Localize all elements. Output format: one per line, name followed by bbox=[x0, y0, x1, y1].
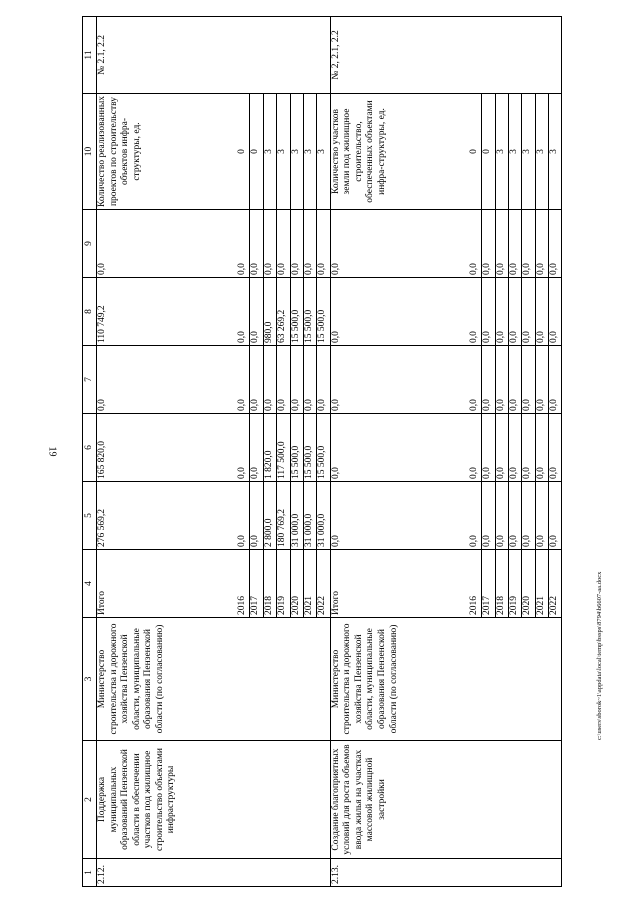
value-col-7: 0,0 bbox=[508, 346, 521, 414]
indicator-value: 0 bbox=[482, 94, 495, 210]
value-col-5: 0,0 bbox=[522, 482, 535, 550]
total-label: Итого bbox=[97, 550, 238, 618]
indicator-value: 3 bbox=[495, 94, 508, 210]
table-row bbox=[97, 17, 238, 887]
value-col-9: 0,0 bbox=[277, 210, 290, 278]
total-col-5: 0,0 bbox=[330, 482, 469, 550]
value-col-8: 15 500,0 bbox=[290, 278, 303, 346]
program-table bbox=[82, 16, 562, 887]
value-col-6: 1 820,0 bbox=[263, 414, 276, 482]
year-cell: 2017 bbox=[482, 550, 495, 618]
year-cell: 2020 bbox=[522, 550, 535, 618]
total-col-6: 0,0 bbox=[330, 414, 469, 482]
value-col-5: 0,0 bbox=[469, 482, 482, 550]
indicator-value: 3 bbox=[535, 94, 548, 210]
indicator-value: 3 bbox=[303, 94, 316, 210]
value-col-8: 0,0 bbox=[495, 278, 508, 346]
total-col-9: 0,0 bbox=[330, 210, 469, 278]
header-col-6: 6 bbox=[83, 414, 97, 482]
value-col-7: 0,0 bbox=[277, 346, 290, 414]
total-col-5: 276 569,2 bbox=[97, 482, 238, 550]
total-label: Итого bbox=[330, 550, 469, 618]
value-col-9: 0,0 bbox=[495, 210, 508, 278]
value-col-8: 0,0 bbox=[535, 278, 548, 346]
value-col-9: 0,0 bbox=[290, 210, 303, 278]
value-col-5: 0,0 bbox=[549, 482, 562, 550]
year-cell: 2017 bbox=[250, 550, 263, 618]
total-col-9: 0,0 bbox=[97, 210, 238, 278]
value-col-7: 0,0 bbox=[317, 346, 330, 414]
value-col-8: 0,0 bbox=[508, 278, 521, 346]
value-col-8: 0,0 bbox=[250, 278, 263, 346]
item-executor: Министерство строительства и дорожного хозяйства Пензенской области, муниципальные образования Пензенской области (по согласованию) bbox=[330, 618, 562, 741]
value-col-5: 2 800,0 bbox=[263, 482, 276, 550]
indicator-value: 3 bbox=[290, 94, 303, 210]
value-col-8: 63 269,2 bbox=[277, 278, 290, 346]
table-header bbox=[83, 17, 97, 887]
item-executor: Министерство строительства и дорожного хозяйства Пензенской области, муниципальные образования Пензенской области (по согласованию) bbox=[97, 618, 331, 741]
value-col-8: 0,0 bbox=[482, 278, 495, 346]
value-col-9: 0,0 bbox=[237, 210, 250, 278]
header-col-3: 3 bbox=[83, 618, 97, 741]
value-col-9: 0,0 bbox=[250, 210, 263, 278]
value-col-8: 0,0 bbox=[549, 278, 562, 346]
total-col-8: 110 749,2 bbox=[97, 278, 238, 346]
value-col-8: 980,0 bbox=[263, 278, 276, 346]
value-col-6: 15 500,0 bbox=[317, 414, 330, 482]
year-cell: 2018 bbox=[495, 550, 508, 618]
value-col-7: 0,0 bbox=[290, 346, 303, 414]
year-cell: 2022 bbox=[317, 550, 330, 618]
value-col-7: 0,0 bbox=[237, 346, 250, 414]
indicator-value: 0 bbox=[469, 94, 482, 210]
value-col-6: 0,0 bbox=[522, 414, 535, 482]
value-col-6: 0,0 bbox=[549, 414, 562, 482]
total-col-8: 0,0 bbox=[330, 278, 469, 346]
year-cell: 2021 bbox=[535, 550, 548, 618]
value-col-9: 0,0 bbox=[508, 210, 521, 278]
header-col-9: 9 bbox=[83, 210, 97, 278]
value-col-8: 15 500,0 bbox=[317, 278, 330, 346]
year-cell: 2018 bbox=[263, 550, 276, 618]
item-name: Поддержка муниципальных образований Пензенской области в обеспечении участков под жилищное строительство объектами инфраструктуры bbox=[97, 741, 331, 859]
value-col-9: 0,0 bbox=[303, 210, 316, 278]
table-body bbox=[97, 17, 562, 887]
header-col-8: 8 bbox=[83, 278, 97, 346]
indicator-value: 3 bbox=[317, 94, 330, 210]
value-col-5: 0,0 bbox=[535, 482, 548, 550]
value-col-8: 0,0 bbox=[469, 278, 482, 346]
year-cell: 2020 bbox=[290, 550, 303, 618]
indicator-value: 0 bbox=[237, 94, 250, 210]
value-col-6: 15 500,0 bbox=[290, 414, 303, 482]
year-cell: 2016 bbox=[469, 550, 482, 618]
year-cell: 2019 bbox=[508, 550, 521, 618]
value-col-9: 0,0 bbox=[263, 210, 276, 278]
header-col-5: 5 bbox=[83, 482, 97, 550]
indicator-value: 3 bbox=[263, 94, 276, 210]
item-name: Создание благоприятных условий для роста объемов ввода жилья на участках массовой жилищной застройки bbox=[330, 741, 562, 859]
value-col-9: 0,0 bbox=[482, 210, 495, 278]
value-col-6: 0,0 bbox=[250, 414, 263, 482]
value-col-8: 0,0 bbox=[237, 278, 250, 346]
total-col-7: 0,0 bbox=[97, 346, 238, 414]
value-col-7: 0,0 bbox=[495, 346, 508, 414]
value-col-7: 0,0 bbox=[535, 346, 548, 414]
value-col-8: 15 500,0 bbox=[303, 278, 316, 346]
year-cell: 2019 bbox=[277, 550, 290, 618]
page-number: 19 bbox=[46, 446, 58, 457]
total-col-7: 0,0 bbox=[330, 346, 469, 414]
value-col-6: 0,0 bbox=[469, 414, 482, 482]
header-col-4: 4 bbox=[83, 550, 97, 618]
value-col-6: 0,0 bbox=[535, 414, 548, 482]
indicator-name: Количество реализованных проектов по строительству объектов инфра-структуры, ед. bbox=[97, 94, 238, 210]
value-col-7: 0,0 bbox=[263, 346, 276, 414]
value-col-6: 0,0 bbox=[495, 414, 508, 482]
value-col-8: 0,0 bbox=[522, 278, 535, 346]
indicator-link: № 2, 2.1, 2.2 bbox=[330, 17, 562, 94]
value-col-5: 0,0 bbox=[250, 482, 263, 550]
value-col-5: 0,0 bbox=[482, 482, 495, 550]
value-col-5: 180 769,2 bbox=[277, 482, 290, 550]
value-col-7: 0,0 bbox=[469, 346, 482, 414]
header-col-1: 1 bbox=[83, 859, 97, 887]
value-col-6: 117 500,0 bbox=[277, 414, 290, 482]
header-col-10: 10 bbox=[83, 94, 97, 210]
value-col-5: 31 000,0 bbox=[317, 482, 330, 550]
year-cell: 2022 bbox=[549, 550, 562, 618]
header-col-2: 2 bbox=[83, 741, 97, 859]
indicator-name: Количество участков земли под жилищное строительство, обеспеченных объектами инфра-структуры, ед. bbox=[330, 94, 469, 210]
total-col-6: 165 820,0 bbox=[97, 414, 238, 482]
value-col-7: 0,0 bbox=[250, 346, 263, 414]
header-col-7: 7 bbox=[83, 346, 97, 414]
table-row bbox=[330, 17, 469, 887]
value-col-5: 0,0 bbox=[508, 482, 521, 550]
year-cell: 2021 bbox=[303, 550, 316, 618]
indicator-value: 0 bbox=[250, 94, 263, 210]
year-cell: 2016 bbox=[237, 550, 250, 618]
value-col-6: 0,0 bbox=[508, 414, 521, 482]
indicator-value: 3 bbox=[522, 94, 535, 210]
value-col-9: 0,0 bbox=[469, 210, 482, 278]
value-col-6: 0,0 bbox=[237, 414, 250, 482]
value-col-9: 0,0 bbox=[317, 210, 330, 278]
value-col-5: 31 000,0 bbox=[303, 482, 316, 550]
header-col-11: 11 bbox=[83, 17, 97, 94]
item-number: 2.12. bbox=[97, 859, 331, 887]
value-col-6: 0,0 bbox=[482, 414, 495, 482]
value-col-7: 0,0 bbox=[549, 346, 562, 414]
value-col-5: 0,0 bbox=[237, 482, 250, 550]
value-col-9: 0,0 bbox=[549, 210, 562, 278]
footer-file-path: c:\users\sborok~1\appdata\local\temp\bssps\8794\b6607-aa.docx bbox=[596, 571, 603, 740]
value-col-5: 0,0 bbox=[495, 482, 508, 550]
value-col-7: 0,0 bbox=[303, 346, 316, 414]
value-col-7: 0,0 bbox=[482, 346, 495, 414]
indicator-value: 3 bbox=[508, 94, 521, 210]
value-col-9: 0,0 bbox=[522, 210, 535, 278]
indicator-link: № 2.1, 2.2 bbox=[97, 17, 331, 94]
value-col-9: 0,0 bbox=[535, 210, 548, 278]
indicator-value: 3 bbox=[549, 94, 562, 210]
item-number: 2.13. bbox=[330, 859, 562, 887]
value-col-7: 0,0 bbox=[522, 346, 535, 414]
value-col-5: 31 000,0 bbox=[290, 482, 303, 550]
value-col-6: 15 500,0 bbox=[303, 414, 316, 482]
indicator-value: 3 bbox=[277, 94, 290, 210]
